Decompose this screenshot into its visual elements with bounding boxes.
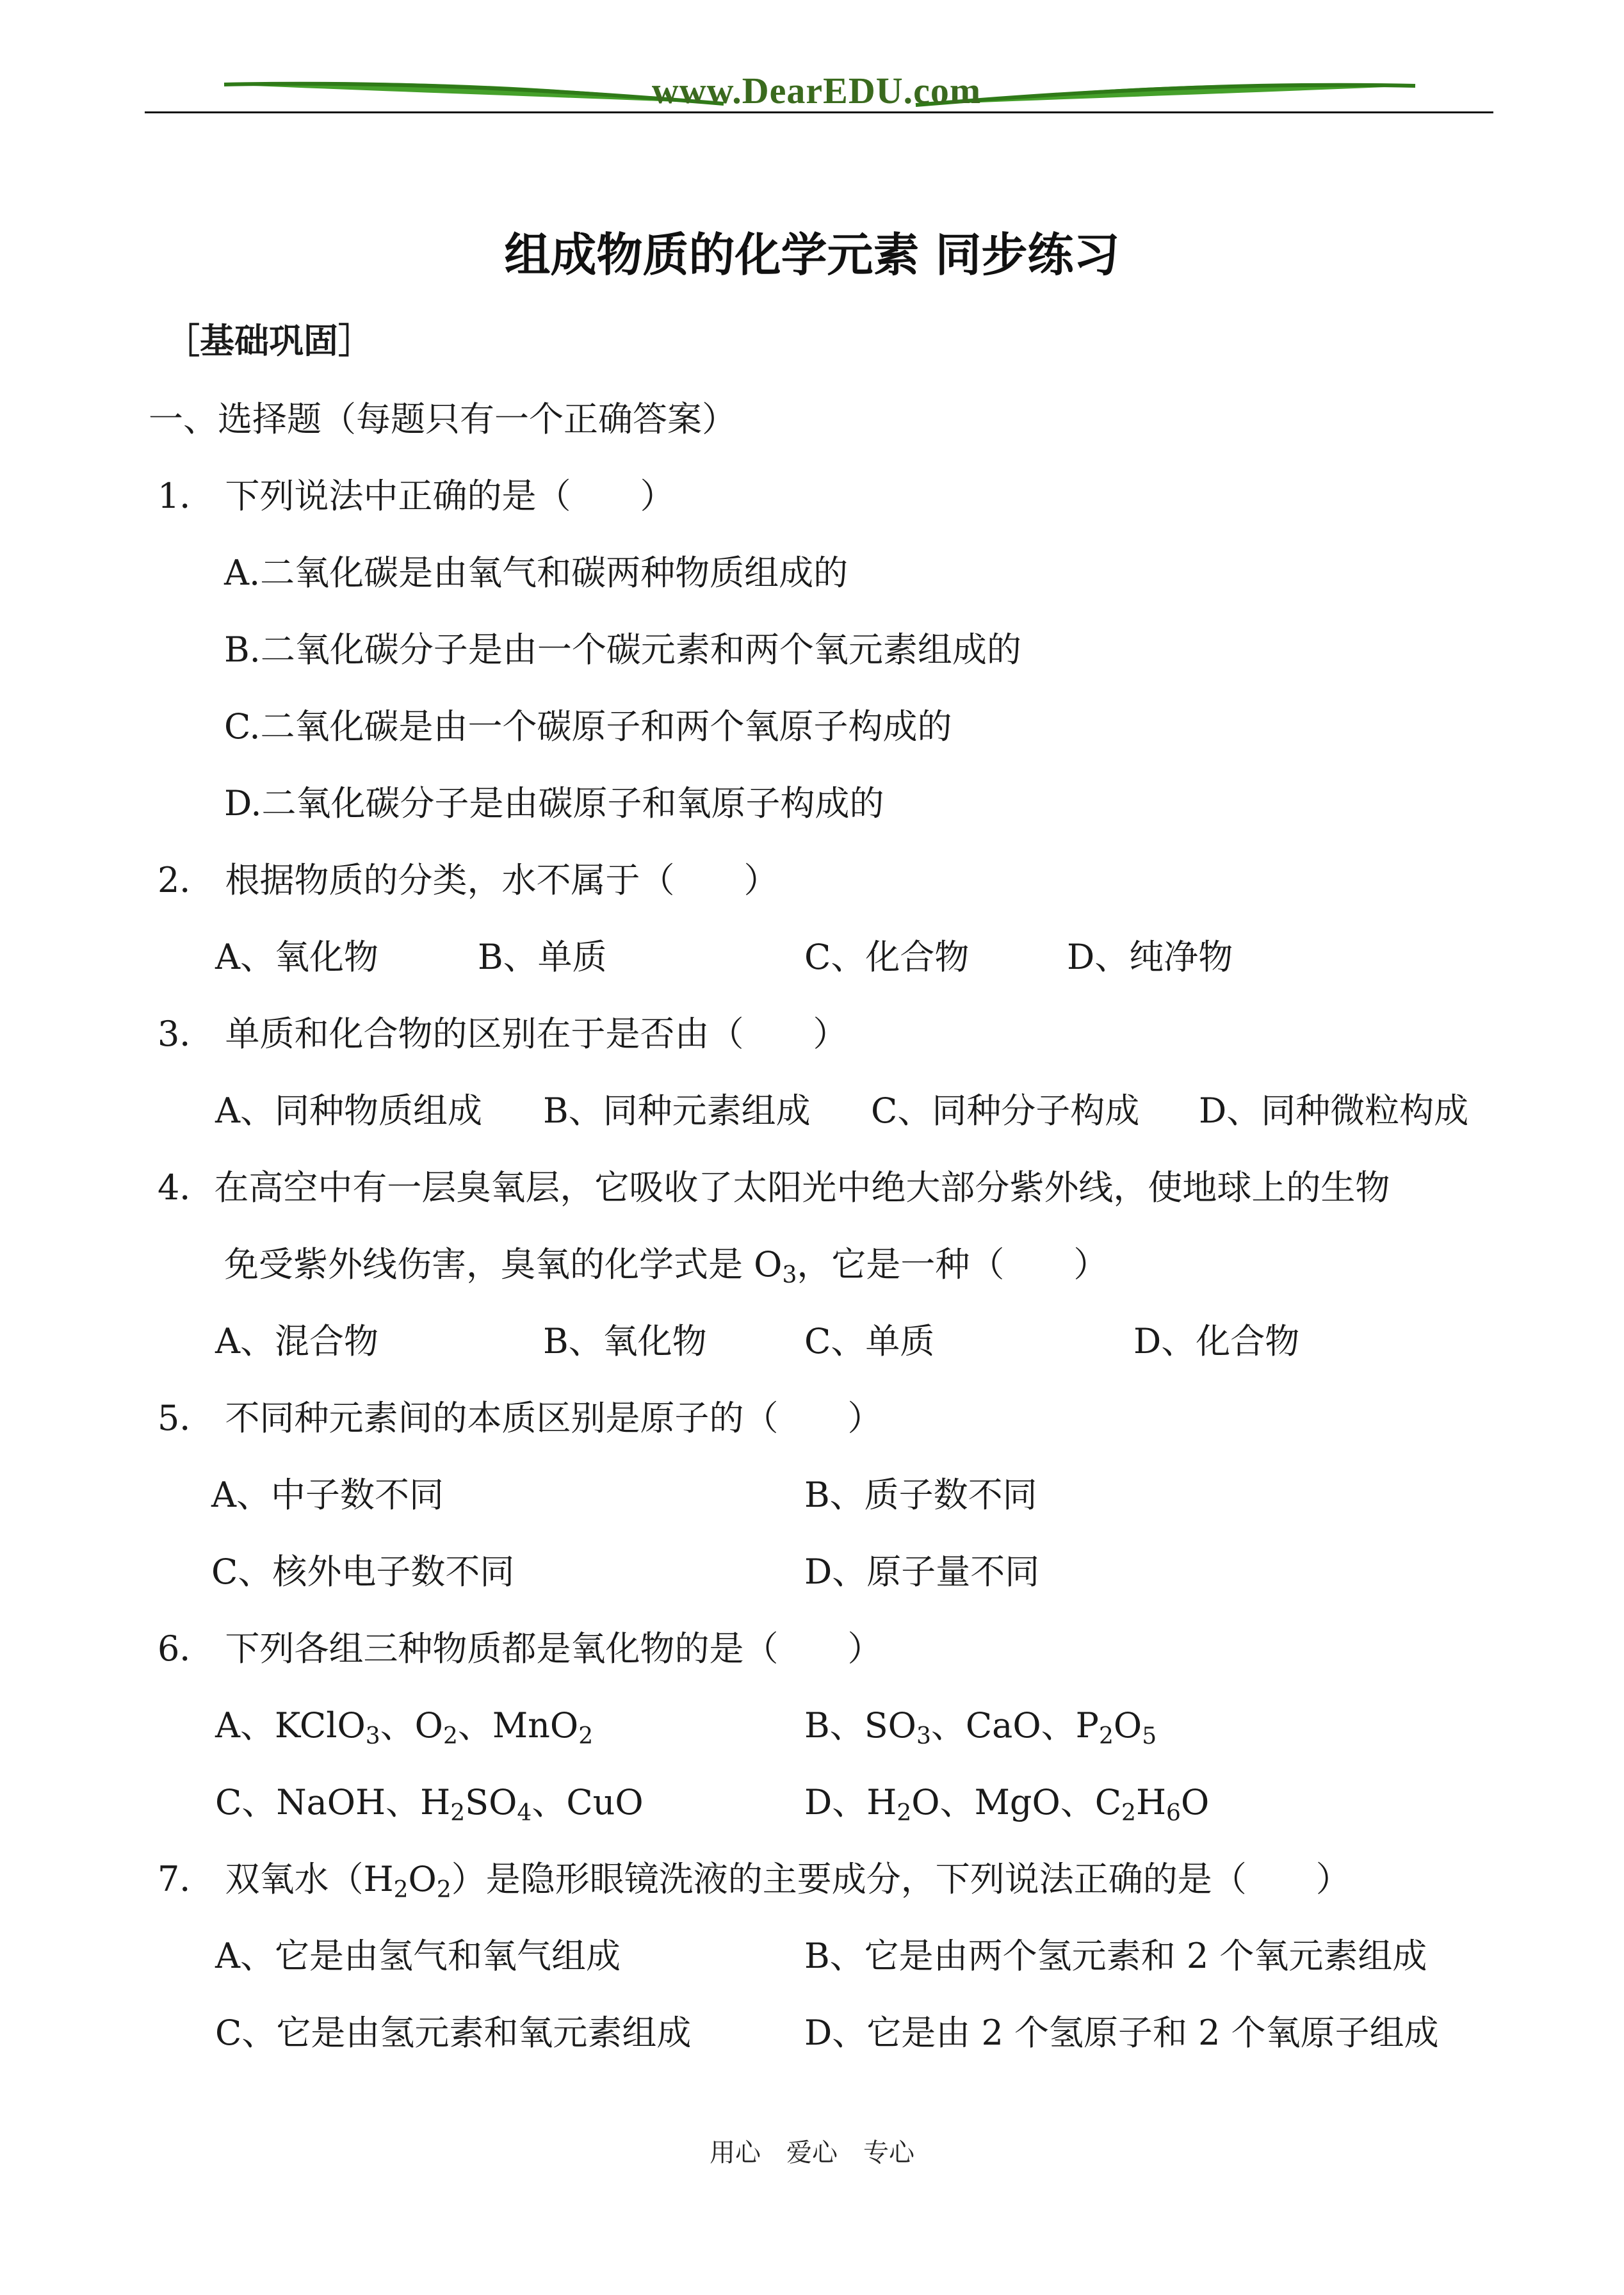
question-6-stem: 6． 下列各组三种物质都是氧化物的是（ ） xyxy=(158,1628,882,1669)
question-1-option-b[interactable]: B.二氧化碳分子是由一个碳元素和两个氧元素组成的 xyxy=(224,629,1021,670)
question-7-option-a[interactable]: A、它是由氢气和氧气组成 xyxy=(215,1936,621,1976)
question-1-stem: 1． 下列说法中正确的是（ ） xyxy=(158,476,675,516)
question-3-stem: 3． 单质和化合物的区别在于是否由（ ） xyxy=(158,1014,848,1054)
question-4-option-a[interactable]: A、混合物 xyxy=(215,1321,378,1361)
question-1-option-c[interactable]: C.二氧化碳是由一个碳原子和两个氧原子构成的 xyxy=(224,706,952,747)
question-3-option-d[interactable]: D、同种微粒构成 xyxy=(1199,1091,1469,1131)
question-6-option-d[interactable]: D、$H_2O$、MgO、$C_2H_6O$ xyxy=(804,1782,1210,1826)
question-5-option-c[interactable]: C、核外电子数不同 xyxy=(211,1552,515,1592)
question-1-option-d[interactable]: D.二氧化碳分子是由碳原子和氧原子构成的 xyxy=(224,783,884,823)
question-6-option-b[interactable]: B、$SO_3$、CaO、$P_2O_5$ xyxy=(804,1705,1157,1749)
question-2-option-d[interactable]: D、纯净物 xyxy=(1067,937,1233,977)
header-divider xyxy=(145,111,1493,113)
question-4-stem-line-2: 免受紫外线伤害，臭氧的化学式是 $O_3$，它是一种（ ） xyxy=(224,1244,1108,1288)
question-4-option-b[interactable]: B、氧化物 xyxy=(543,1321,707,1361)
section-heading: ［基础巩固］ xyxy=(165,321,373,361)
question-3-option-b[interactable]: B、同种元素组成 xyxy=(543,1091,811,1131)
question-3-option-a[interactable]: A、同种物质组成 xyxy=(215,1091,482,1131)
question-5-stem: 5． 不同种元素间的本质区别是原子的（ ） xyxy=(158,1398,882,1438)
question-7-option-b[interactable]: B、它是由两个氢元素和 2 个氧元素组成 xyxy=(804,1936,1427,1976)
question-3-option-c[interactable]: C、同种分子构成 xyxy=(871,1091,1140,1131)
question-7-stem: 7． 双氧水$(H_2O_2)$是隐形眼镜洗液的主要成分，下列说法正确的是（ ） xyxy=(158,1859,1351,1903)
question-2-option-a[interactable]: A、氧化物 xyxy=(215,937,378,977)
question-2-option-b[interactable]: B、单质 xyxy=(478,937,607,977)
question-6-option-c[interactable]: C、NaOH、$H_2SO_4$、CuO xyxy=(215,1782,644,1826)
question-7-option-d[interactable]: D、它是由 2 个氢原子和 2 个氧原子组成 xyxy=(804,2013,1439,2053)
question-1-option-a[interactable]: A.二氧化碳是由氧气和碳两种物质组成的 xyxy=(224,553,849,593)
question-7-option-c[interactable]: C、它是由氢元素和氧元素组成 xyxy=(215,2013,692,2053)
question-4-stem-line-1: 4．在高空中有一层臭氧层，它吸收了太阳光中绝大部分紫外线，使地球上的生物 xyxy=(158,1167,1390,1208)
page-footer: 用心 爱心 专心 xyxy=(710,2138,914,2168)
question-2-stem: 2． 根据物质的分类，水不属于（ ） xyxy=(158,860,779,900)
question-5-option-d[interactable]: D、原子量不同 xyxy=(804,1552,1040,1592)
question-4-option-d[interactable]: D、化合物 xyxy=(1133,1321,1300,1361)
site-logo-text[interactable]: www.DearEDU.com xyxy=(651,70,982,111)
page-title: 组成物质的化学元素 同步练习 xyxy=(504,228,1120,282)
question-4-option-c[interactable]: C、单质 xyxy=(804,1321,935,1361)
part-heading: 一、选择题（每题只有一个正确答案） xyxy=(149,399,736,439)
question-2-option-c[interactable]: C、化合物 xyxy=(804,937,970,977)
question-5-option-b[interactable]: B、质子数不同 xyxy=(804,1475,1037,1515)
question-6-option-a[interactable]: A、KClO$_3$、$O_2$、MnO$_2$ xyxy=(215,1705,594,1749)
question-5-option-a[interactable]: A、中子数不同 xyxy=(211,1475,444,1515)
